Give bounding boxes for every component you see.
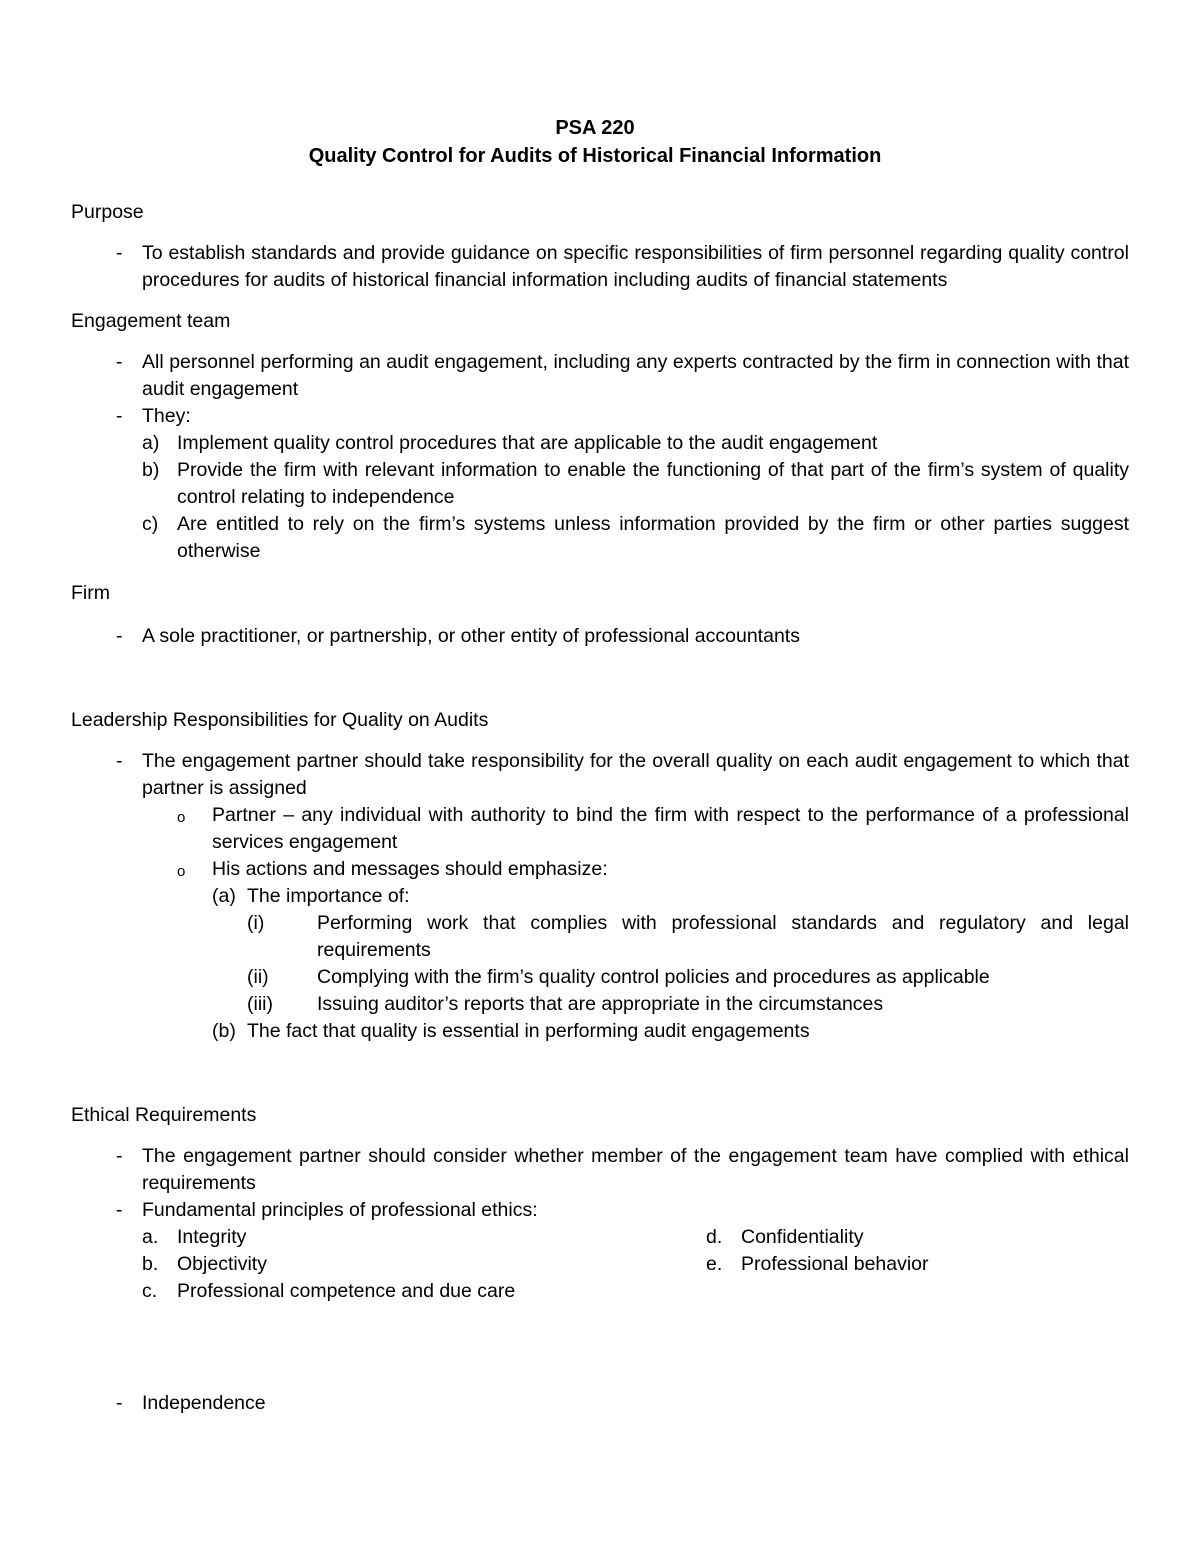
sub-item-text: Provide the firm with relevant information to enable the functioning of that part of the firm’s system of quality control relating to independence [177, 459, 1129, 508]
list-item [71, 623, 1129, 650]
principle-text: Confidentiality [741, 1226, 864, 1248]
roman-item-label: (ii) [247, 966, 269, 988]
roman-item-label: (iii) [247, 993, 273, 1015]
circle-bullet: o [177, 809, 186, 826]
dash-bullet: - [116, 1199, 123, 1221]
section-heading-firm: Firm [71, 582, 110, 604]
principle-label: b. [142, 1253, 159, 1275]
circle-item-text: His actions and messages should emphasize: [212, 858, 608, 880]
list-item-text: The engagement partner should consider whether member of the engagement team have complied with ethical requirements [142, 1145, 1129, 1194]
dash-bullet: - [116, 405, 123, 427]
principle-row [71, 1278, 1129, 1305]
paren-list-item [71, 883, 1129, 910]
paren-item-text: The fact that quality is essential in performing audit engagements [247, 1020, 810, 1042]
dash-bullet: - [116, 242, 123, 264]
dash-bullet: - [116, 625, 123, 647]
list-item [71, 349, 1129, 403]
dash-bullet: - [116, 750, 123, 772]
sub-item-label: b) [142, 459, 160, 481]
paren-item-label: (a) [212, 885, 236, 907]
list-item-text: All personnel performing an audit engagement, including any experts contracted by the firm in connection with that audit engagement [142, 351, 1129, 400]
principle-label: c. [142, 1280, 158, 1302]
roman-list-item [71, 964, 1129, 991]
roman-item-text: Issuing auditor’s reports that are appropriate in the circumstances [317, 993, 884, 1015]
principle-text: Professional competence and due care [177, 1280, 516, 1302]
list-item-text: The engagement partner should take responsibility for the overall quality on each audit engagement to which that partner is assigned [142, 750, 1129, 799]
circle-list-item [71, 802, 1129, 856]
circle-bullet: o [177, 863, 186, 880]
list-item-text: Independence [142, 1392, 266, 1414]
sub-list-item [71, 430, 1129, 457]
sub-list-item [71, 511, 1129, 565]
principle-label: a. [142, 1226, 159, 1248]
section-heading-leadership: Leadership Responsibilities for Quality on Audits [71, 709, 489, 731]
section-heading-engagement-team: Engagement team [71, 310, 231, 332]
circle-item-text: Partner – any individual with authority to bind the firm with respect to the performance of a professional services engagement [212, 804, 1129, 853]
section-heading-purpose: Purpose [71, 201, 144, 223]
roman-list-item [71, 910, 1129, 964]
principle-row [71, 1251, 1129, 1278]
list-item-text: They: [142, 405, 191, 427]
document-title: PSA 220 [555, 117, 635, 139]
paren-list-item [71, 1018, 1129, 1045]
document-subtitle: Quality Control for Audits of Historical Financial Information [308, 145, 882, 167]
principle-label: e. [706, 1253, 723, 1275]
principle-text: Objectivity [177, 1253, 267, 1275]
principle-row [71, 1224, 1129, 1251]
dash-bullet: - [116, 1145, 123, 1167]
list-item-text: To establish standards and provide guidance on specific responsibilities of firm personnel regarding quality control procedures for audits of historical financial information including audits of financial statements [142, 242, 1129, 291]
roman-item-text: Performing work that complies with professional standards and regulatory and legal requirements [317, 912, 1129, 961]
sub-item-text: Are entitled to rely on the firm’s systems unless information provided by the firm or other parties suggest otherwise [177, 513, 1129, 562]
document-page [71, 114, 1129, 1417]
principle-text: Integrity [177, 1226, 247, 1248]
section-heading-ethical: Ethical Requirements [71, 1104, 257, 1126]
list-item [71, 1197, 1129, 1224]
roman-item-text: Complying with the firm’s quality control policies and procedures as applicable [317, 966, 990, 988]
circle-list-item [71, 856, 1129, 883]
sub-list-item [71, 457, 1129, 511]
list-item-text: Fundamental principles of professional ethics: [142, 1199, 538, 1221]
list-item-text: A sole practitioner, or partnership, or other entity of professional accountants [142, 625, 800, 647]
dash-bullet: - [116, 1392, 123, 1414]
roman-item-label: (i) [247, 912, 265, 934]
list-item [71, 1390, 1129, 1417]
list-item [71, 240, 1129, 294]
principle-text: Professional behavior [741, 1253, 929, 1275]
paren-item-label: (b) [212, 1020, 236, 1042]
sub-item-text: Implement quality control procedures that are applicable to the audit engagement [177, 432, 878, 454]
sub-item-label: a) [142, 432, 160, 454]
list-item [71, 403, 1129, 430]
paren-item-text: The importance of: [247, 885, 410, 907]
principle-label: d. [706, 1226, 723, 1248]
list-item [71, 748, 1129, 802]
list-item [71, 1143, 1129, 1197]
dash-bullet: - [116, 351, 123, 373]
sub-item-label: c) [142, 513, 159, 535]
roman-list-item [71, 991, 1129, 1018]
